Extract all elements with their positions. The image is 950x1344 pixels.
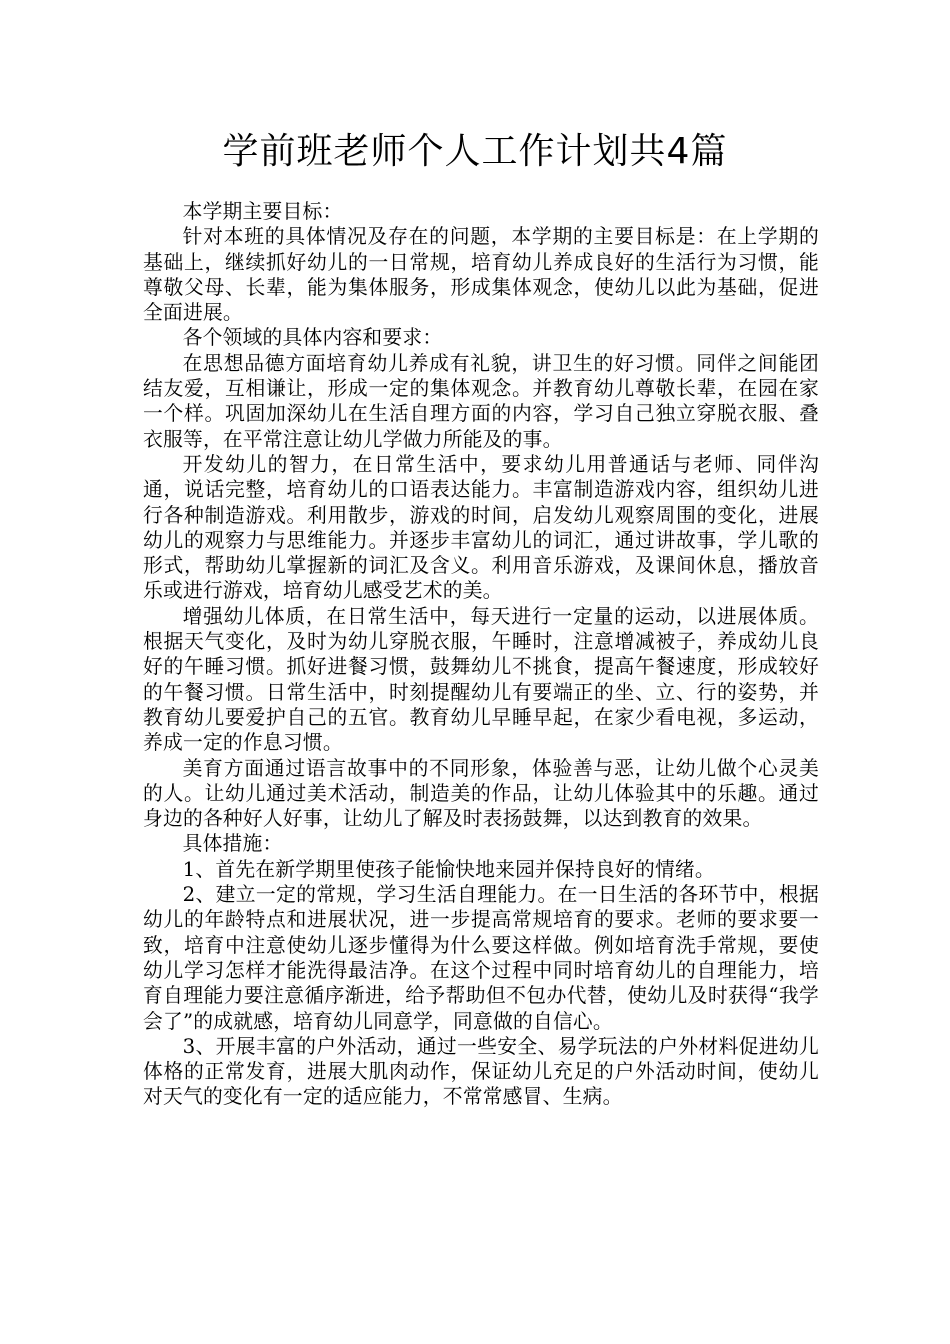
document-body: [143, 199, 819, 1110]
paragraph-moral-education: 在思想品德方面培育幼儿养成有礼貌，讲卫生的好习惯。同伴之间能团结友爱，互相谦让，形成一定的集体观念。并教育幼儿尊敬长辈，在园在家一个样。巩固加深幼儿在生活自理方面的内容，学习自己独立穿脱衣服、叠衣服等，在平常注意让幼儿学做力所能及的事。: [143, 351, 819, 451]
paragraph-physical-health: 增强幼儿体质，在日常生活中，每天进行一定量的运动，以进展体质。根据天气变化，及时为幼儿穿脱衣服，午睡时，注意增减被子，养成幼儿良好的午睡习惯。抓好进餐习惯，鼓舞幼儿不挑食，提高午餐速度，形成较好的午餐习惯。日常生活中，时刻提醒幼儿有要端正的坐、立、行的姿势，并教育幼儿要爱护自己的五官。教育幼儿早睡早起，在家少看电视，多运动，养成一定的作息习惯。: [143, 604, 819, 755]
document-title: 学前班老师个人工作计划共4篇: [222, 131, 728, 172]
section-heading-areas: 各个领域的具体内容和要求：: [182, 326, 443, 350]
section-heading-goals: 本学期主要目标：: [182, 200, 343, 223]
list-item-measure-2: 2、建立一定的常规，学习生活自理能力。在一日生活的各环节中，根据幼儿的年龄特点和进展状况，进一步提高常规培育的要求。老师的要求要一致，培育中注意使幼儿逐步懂得为什么要这样做。例如培育洗手常规，要使幼儿学习怎样才能洗得最洁净。在这个过程中同时培育幼儿的自理能力，培育自理能力要注意循序渐进，给予帮助但不包办代替，使幼儿及时获得“我学会了”的成就感，培育幼儿同意学，同意做的自信心。: [143, 883, 819, 1033]
list-item-measure-3: 3、开展丰富的户外活动，通过一些安全、易学玩法的户外材料促进幼儿体格的正常发育，进展大肌肉动作，保证幼儿充足的户外活动时间，使幼儿对天气的变化有一定的适应能力，不常常感冒、生病。: [143, 1034, 819, 1109]
paragraph-intellectual-development: 开发幼儿的智力，在日常生活中，要求幼儿用普通话与老师、同伴沟通，说话完整，培育幼儿的口语表达能力。丰富制造游戏内容，组织幼儿进行各种制造游戏。利用散步，游戏的时间，启发幼儿观察周围的变化，进展幼儿的观察力与思维能力。并逐步丰富幼儿的词汇，通过讲故事，学儿歌的形式，帮助幼儿掌握新的词汇及含义。利用音乐游戏，及课间休息，播放音乐或进行游戏，培育幼儿感受艺术的美。: [143, 452, 819, 603]
list-item-measure-1: 1、首先在新学期里使孩子能愉快地来园并保持良好的情绪。: [182, 857, 715, 881]
section-heading-measures: 具体措施：: [182, 832, 283, 856]
paragraph-aesthetic-education: 美育方面通过语言故事中的不同形象，体验善与恶，让幼儿做个心灵美的人。让幼儿通过美术活动，制造美的作品，让幼儿体验其中的乐趣。通过身边的各种好人好事，让幼儿了解及时表扬鼓舞，以达到教育的效果。: [143, 756, 819, 831]
paragraph-goals: 针对本班的具体情况及存在的问题，本学期的主要目标是：在上学期的基础上，继续抓好幼儿的一日常规，培育幼儿养成良好的生活行为习惯，能尊敬父母、长辈，能为集体服务，形成集体观念，使幼儿以此为基础，促进全面进展。: [143, 225, 819, 325]
